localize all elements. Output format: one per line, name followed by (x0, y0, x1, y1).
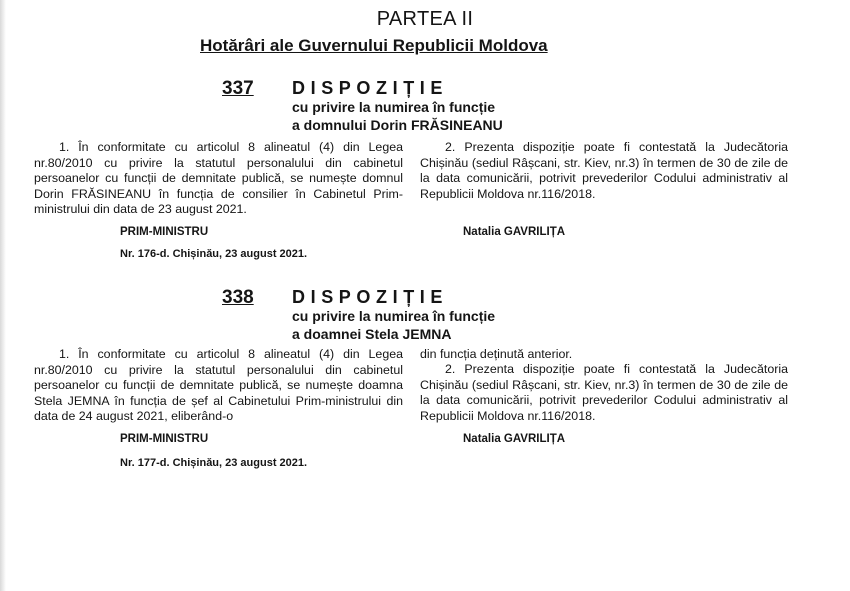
decision-subtitle-line1: cu privire la numirea în funcție (292, 99, 496, 115)
decision-337-signatory-title: PRIM-MINISTRU (120, 226, 209, 238)
decision-337-reference: Nr. 176-d. Chișinău, 23 august 2021. (120, 248, 308, 260)
decision-number: 337 (222, 78, 254, 99)
decision-subtitle-line2: a doamnei Stela JEMNA (292, 326, 452, 342)
decision-subtitle-line1: cu privire la numirea în funcție (292, 308, 496, 324)
decision-338-signatory-title: PRIM-MINISTRU (120, 433, 209, 445)
section-title: Hotărâri ale Guvernului Republicii Moldova (200, 36, 548, 55)
decision-338-paragraph-1-continuation: din funcția deținută anterior. (420, 347, 573, 361)
decision-338-reference: Nr. 177-d. Chișinău, 23 august 2021. (120, 457, 308, 469)
decision-number: 338 (222, 287, 254, 308)
decision-338-signatory-name: Natalia GAVRILIȚA (463, 433, 566, 445)
decision-subtitle-line2: a domnului Dorin FRĂSINEANU (292, 117, 503, 133)
decision-338-paragraph-1: 1. În conformitate cu articolul 8 alineatul (4) din Legea nr.80/2010 cu privire la statutul personalului din cabinetul persoanelor cu funcții de demnitate publică, se numește doamna Stela JEMNA în funcția de șef al Cabinetului Prim-ministrului din data de 24 august 2021, eliberând-o (34, 347, 403, 423)
decision-337-paragraph-2: 2. Prezenta dispoziție poate fi contestată la Judecătoria Chișinău (sediul Râșcani, str. Kiev, nr.3) în termen de 30 de zile de la data comunicării, potrivit prevederilor Codului administrativ al Republicii Moldova nr.116/2018. (420, 140, 788, 201)
decision-type: DISPOZIȚIE (292, 287, 449, 307)
decision-337-signatory-name: Natalia GAVRILIȚA (463, 226, 566, 238)
part-title: PARTEA II (376, 8, 474, 30)
page-edge-shadow (0, 0, 6, 591)
decision-338-paragraph-2: 2. Prezenta dispoziție poate fi contestată la Judecătoria Chișinău (sediul Râșcani, str. Kiev, nr.3) în termen de 30 de zile de la data comunicării, potrivit prevederilor Codului administrativ al Republicii Moldova nr.116/2018. (420, 362, 788, 423)
decision-337-paragraph-1: 1. În conformitate cu articolul 8 alineatul (4) din Legea nr.80/2010 cu privire la statutul personalului din cabinetul persoanelor cu funcții de demnitate publică, se numește domnul Dorin FRĂSINEANU în funcția de consilier în Cabinetul Prim-ministrului din data de 23 august 2021. (34, 140, 403, 216)
decision-type: DISPOZIȚIE (292, 78, 449, 98)
